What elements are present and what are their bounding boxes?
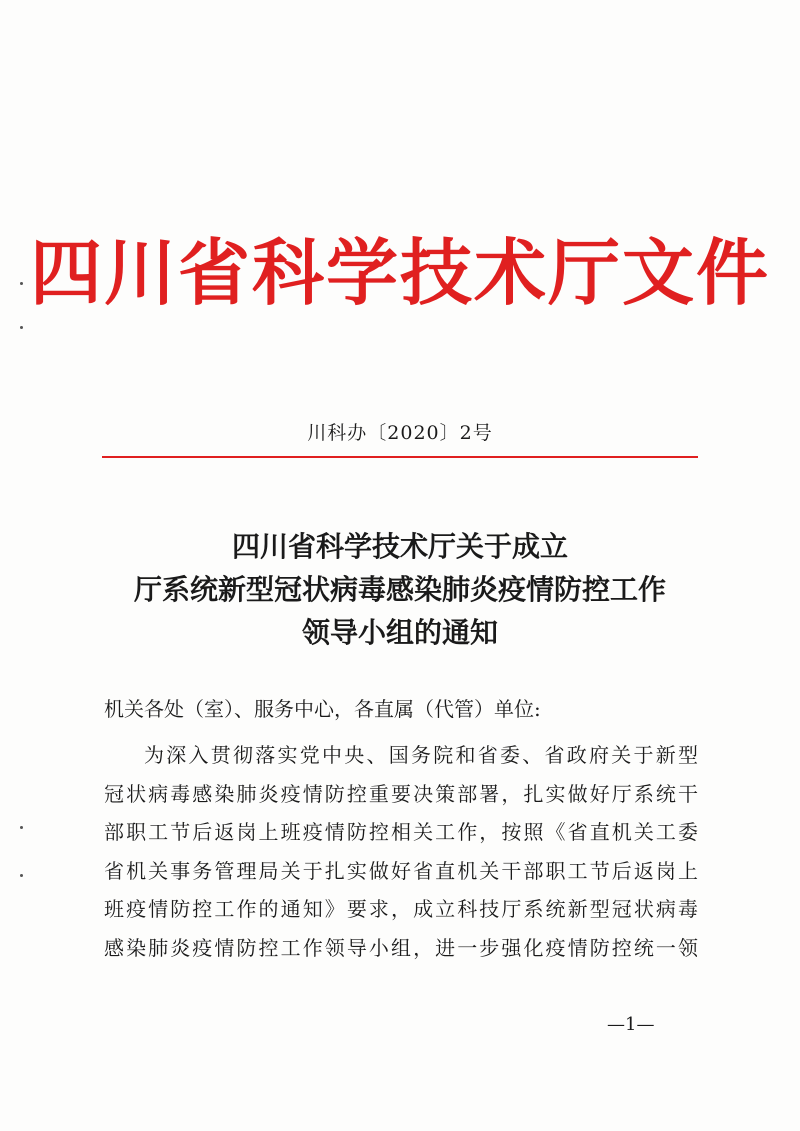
body-paragraph — [104, 736, 698, 967]
body-line: 部职工节后返岗上班疫情防控相关工作，按照《省直机关工委 — [104, 820, 698, 844]
notice-title — [0, 525, 800, 654]
document-number: 川科办〔2020〕2号 — [307, 422, 493, 444]
body-line: 班疫情防控工作的通知》要求，成立科技厅系统新型冠状病毒 — [104, 897, 698, 921]
body-line: 冠状病毒感染肺炎疫情防控重要决策部署，扎实做好厅系统干 — [104, 781, 698, 806]
scan-speck — [20, 874, 23, 877]
page-number: —1— — [607, 1014, 655, 1035]
body-line: 为深入贯彻落实党中央、国务院和省委、省政府关于新型 — [144, 743, 698, 767]
notice-title-line: 厅系统新型冠状病毒感染肺炎疫情防控工作 — [133, 573, 666, 606]
red-divider-line — [102, 456, 698, 458]
body-line: 感染肺炎疫情防控工作领导小组，进一步强化疫情防控统一领 — [104, 935, 698, 960]
salutation: 机关各处（室）、服务中心，各直属（代管）单位: — [104, 697, 541, 721]
scan-speck — [20, 826, 23, 829]
scan-speck — [20, 282, 23, 285]
scan-speck — [20, 326, 23, 329]
notice-title-line: 领导小组的通知 — [301, 616, 498, 649]
notice-title-line: 四川省科学技术厅关于成立 — [231, 530, 568, 563]
document-header-title: 四川省科学技术厅文件 — [29, 231, 770, 315]
body-line: 省机关事务管理局关于扎实做好省直机关干部职工节后返岗上 — [104, 858, 698, 883]
